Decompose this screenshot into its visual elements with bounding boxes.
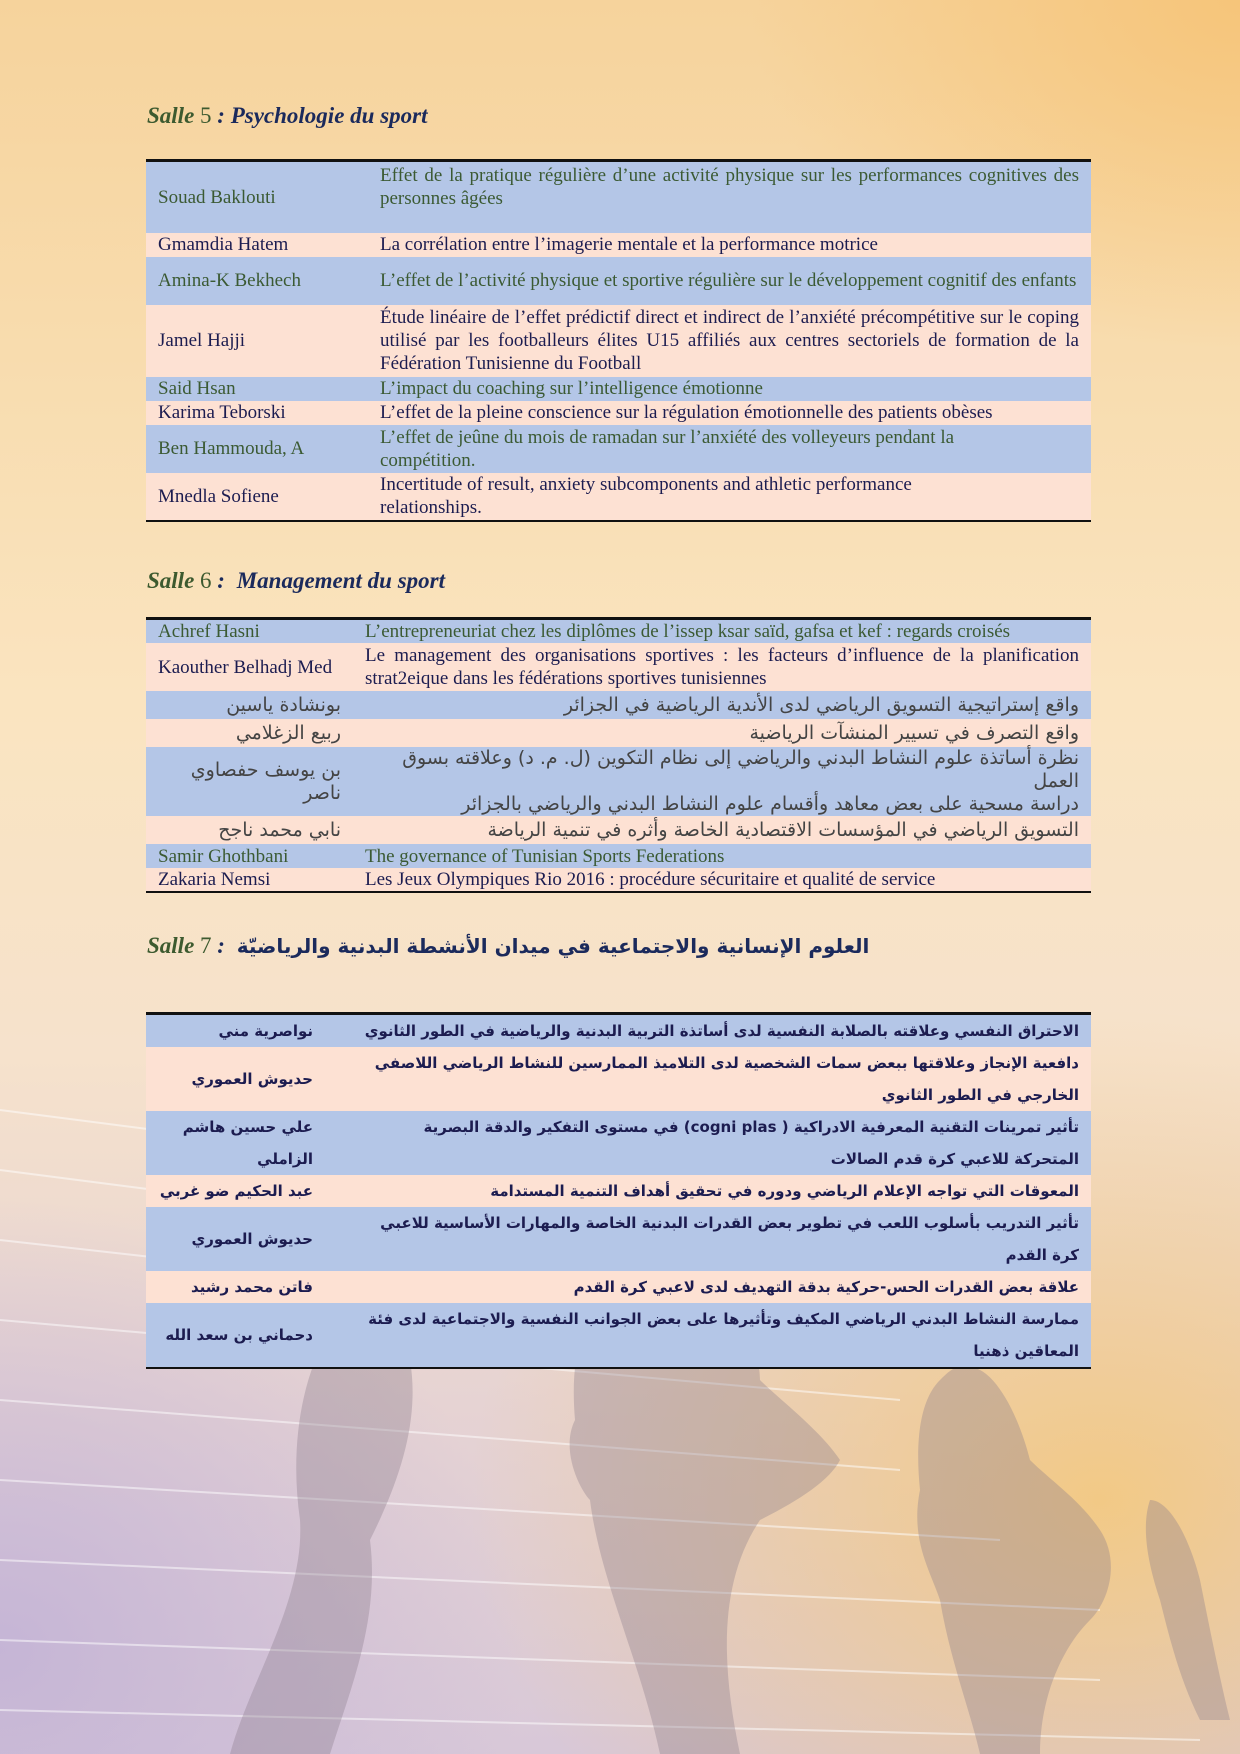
presentation-title: ممارسة النشاط البدني الرياضي المكيف وتأثيرها على بعض الجوانب النفسية والاجتماعية لدى فئة المعاقين ذهنيا	[343, 1303, 1091, 1368]
presentation-title: الاحتراق النفسي وعلاقته بالصلابة النفسية لدى أساتذة التربية البدنية والرياضية في الطور الثانوي	[343, 1014, 1091, 1048]
salle-theme: Management du sport	[236, 568, 446, 593]
section-title-salle-7	[147, 933, 869, 959]
presentation-title: Le management des organisations sportives : les facteurs d’influence de la planification strat2eique dans les fédérations sportives tunisiennes	[353, 643, 1091, 691]
presentation-title: التسويق الرياضي في المؤسسات الاقتصادية الخاصة وأثره في تنمية الرياضة	[353, 816, 1091, 844]
salle-number: 6	[200, 568, 212, 593]
salle-number: 5	[200, 103, 212, 128]
presentation-title: L’effet de l’activité physique et sportive régulière sur le développement cognitif des enfants	[368, 257, 1091, 305]
table-row	[146, 816, 1091, 844]
presentation-title: La corrélation entre l’imagerie mentale et la performance motrice	[368, 233, 1091, 257]
presenter-name: دحماني بن سعد الله	[146, 1303, 343, 1368]
table-row	[146, 233, 1091, 257]
table-row	[146, 473, 1091, 521]
presenter-name: Said Hsan	[146, 377, 368, 401]
presenter-name: Jamel Hajji	[146, 305, 368, 377]
table-row	[146, 643, 1091, 691]
presenter-name: Achref Hasni	[146, 619, 353, 644]
presenter-name: حديوش العموري	[146, 1047, 343, 1111]
presentation-title: دافعية الإنجاز وعلاقتها ببعض سمات الشخصية لدى التلاميذ الممارسين للنشاط الرياضي اللاصفي الخارجي في الطور الثانوي	[343, 1047, 1091, 1111]
presentation-title: L’impact du coaching sur l’intelligence émotionne	[368, 377, 1091, 401]
salle-number: 7	[200, 933, 212, 958]
table-row	[146, 747, 1091, 816]
salle-theme: العلوم الإنسانية والاجتماعية في ميدان الأنشطة البدنية والرياضيّة	[236, 934, 870, 958]
presentation-title: L’entrepreneuriat chez les diplômes de l’issep ksar saïd, gafsa et kef : regards croisés	[353, 619, 1091, 644]
presenter-name: حديوش العموري	[146, 1207, 343, 1271]
table-row	[146, 844, 1091, 868]
table-row	[146, 161, 1091, 233]
table-row	[146, 1047, 1091, 1111]
presenter-name: Karima Teborski	[146, 401, 368, 425]
presenter-name: علي حسين هاشم الزاملي	[146, 1111, 343, 1175]
table-row	[146, 619, 1091, 644]
table-row	[146, 257, 1091, 305]
table-row	[146, 1175, 1091, 1207]
presentation-title: L’effet de la pleine conscience sur la régulation émotionnelle des patients obèses	[368, 401, 1091, 425]
salle-separator: :	[217, 568, 225, 593]
salle-label: Salle	[147, 103, 195, 128]
table-row	[146, 1014, 1091, 1048]
presentation-title	[353, 747, 1091, 816]
presentation-title: علاقة بعض القدرات الحس-حركية بدقة التهديف لدى لاعبي كرة القدم	[343, 1271, 1091, 1303]
table-row	[146, 1303, 1091, 1368]
presenter-name: Zakaria Nemsi	[146, 868, 353, 892]
presenter-name: نواصرية مني	[146, 1014, 343, 1048]
presenter-name: Gmamdia Hatem	[146, 233, 368, 257]
table-row	[146, 1207, 1091, 1271]
presenter-name: Samir Ghothbani	[146, 844, 353, 868]
presentation-title: المعوقات التي تواجه الإعلام الرياضي ودوره في تحقيق أهداف التنمية المستدامة	[343, 1175, 1091, 1207]
salle-separator: :	[217, 103, 225, 128]
presenter-name: ربيع الزغلامي	[146, 719, 353, 747]
table-row	[146, 868, 1091, 892]
program-table-salle-7	[146, 1012, 1091, 1369]
presenter-name: Ben Hammouda, A	[146, 425, 368, 473]
table-row	[146, 377, 1091, 401]
table-row	[146, 1271, 1091, 1303]
presenter-name: نابي محمد ناجح	[146, 816, 353, 844]
presentation-title: L’effet de jeûne du mois de ramadan sur l’anxiété des volleyeurs pendant la compétition.	[368, 425, 1091, 473]
salle-separator: :	[217, 933, 225, 958]
program-table-salle-6	[146, 617, 1091, 893]
presentation-title: تأثير تمرينات التقنية المعرفية الادراكية ( cogni plas) في مستوى التفكير والدقة البصرية المتحركة للاعبي كرة قدم الصالات	[343, 1111, 1091, 1175]
presenter-name: Amina-K Bekhech	[146, 257, 368, 305]
presentation-title: Étude linéaire de l’effet prédictif direct et indirect de l’anxiété précompétitive sur le coping utilisé par les footballeurs élites U15 affiliés aux centres sectoriels de formation de la Fédération Tunisienne du Football	[368, 305, 1091, 377]
presentation-title: Effet de la pratique régulière d’une activité physique sur les performances cognitives des personnes âgées	[368, 161, 1091, 233]
presenter-name: Mnedla Sofiene	[146, 473, 368, 521]
table-row	[146, 425, 1091, 473]
program-table-salle-5	[146, 159, 1091, 522]
presenter-name: عبد الحكيم ضو غربي	[146, 1175, 343, 1207]
table-row	[146, 719, 1091, 747]
salle-theme: Psychologie du sport	[230, 103, 428, 128]
presenter-name: بن يوسف حفصاوي ناصر	[146, 747, 353, 816]
presenter-name: فاتن محمد رشيد	[146, 1271, 343, 1303]
presentation-title: Les Jeux Olympiques Rio 2016 : procédure sécuritaire et qualité de service	[353, 868, 1091, 892]
presentation-title: واقع التصرف في تسيير المنشآت الرياضية	[353, 719, 1091, 747]
presentation-title-line-2: دراسة مسحية على بعض معاهد وأقسام علوم النشاط البدني والرياضي بالجزائر	[461, 793, 1079, 815]
presenter-name: Souad Baklouti	[146, 161, 368, 233]
presenter-name: بونشادة ياسين	[146, 691, 353, 719]
table-row	[146, 691, 1091, 719]
presentation-title: تأثير التدريب بأسلوب اللعب في تطوير بعض القدرات البدنية الخاصة والمهارات الأساسية للاعبي كرة القدم	[343, 1207, 1091, 1271]
table-row	[146, 305, 1091, 377]
presentation-title: Incertitude of result, anxiety subcomponents and athletic performance relationships.	[368, 473, 1091, 521]
table-row	[146, 401, 1091, 425]
presenter-name: Kaouther Belhadj Med	[146, 643, 353, 691]
table-row	[146, 1111, 1091, 1175]
salle-label: Salle	[147, 568, 195, 593]
salle-label: Salle	[147, 933, 195, 958]
section-title-salle-5	[147, 103, 427, 129]
section-title-salle-6	[147, 568, 445, 594]
presentation-title-line-1: نظرة أساتذة علوم النشاط البدني والرياضي إلى نظام التكوين (ل. م. د) وعلاقته بسوق العمل	[402, 747, 1079, 792]
presentation-title: The governance of Tunisian Sports Federations	[353, 844, 1091, 868]
presentation-title: واقع إستراتيجية التسويق الرياضي لدى الأندية الرياضية في الجزائر	[353, 691, 1091, 719]
